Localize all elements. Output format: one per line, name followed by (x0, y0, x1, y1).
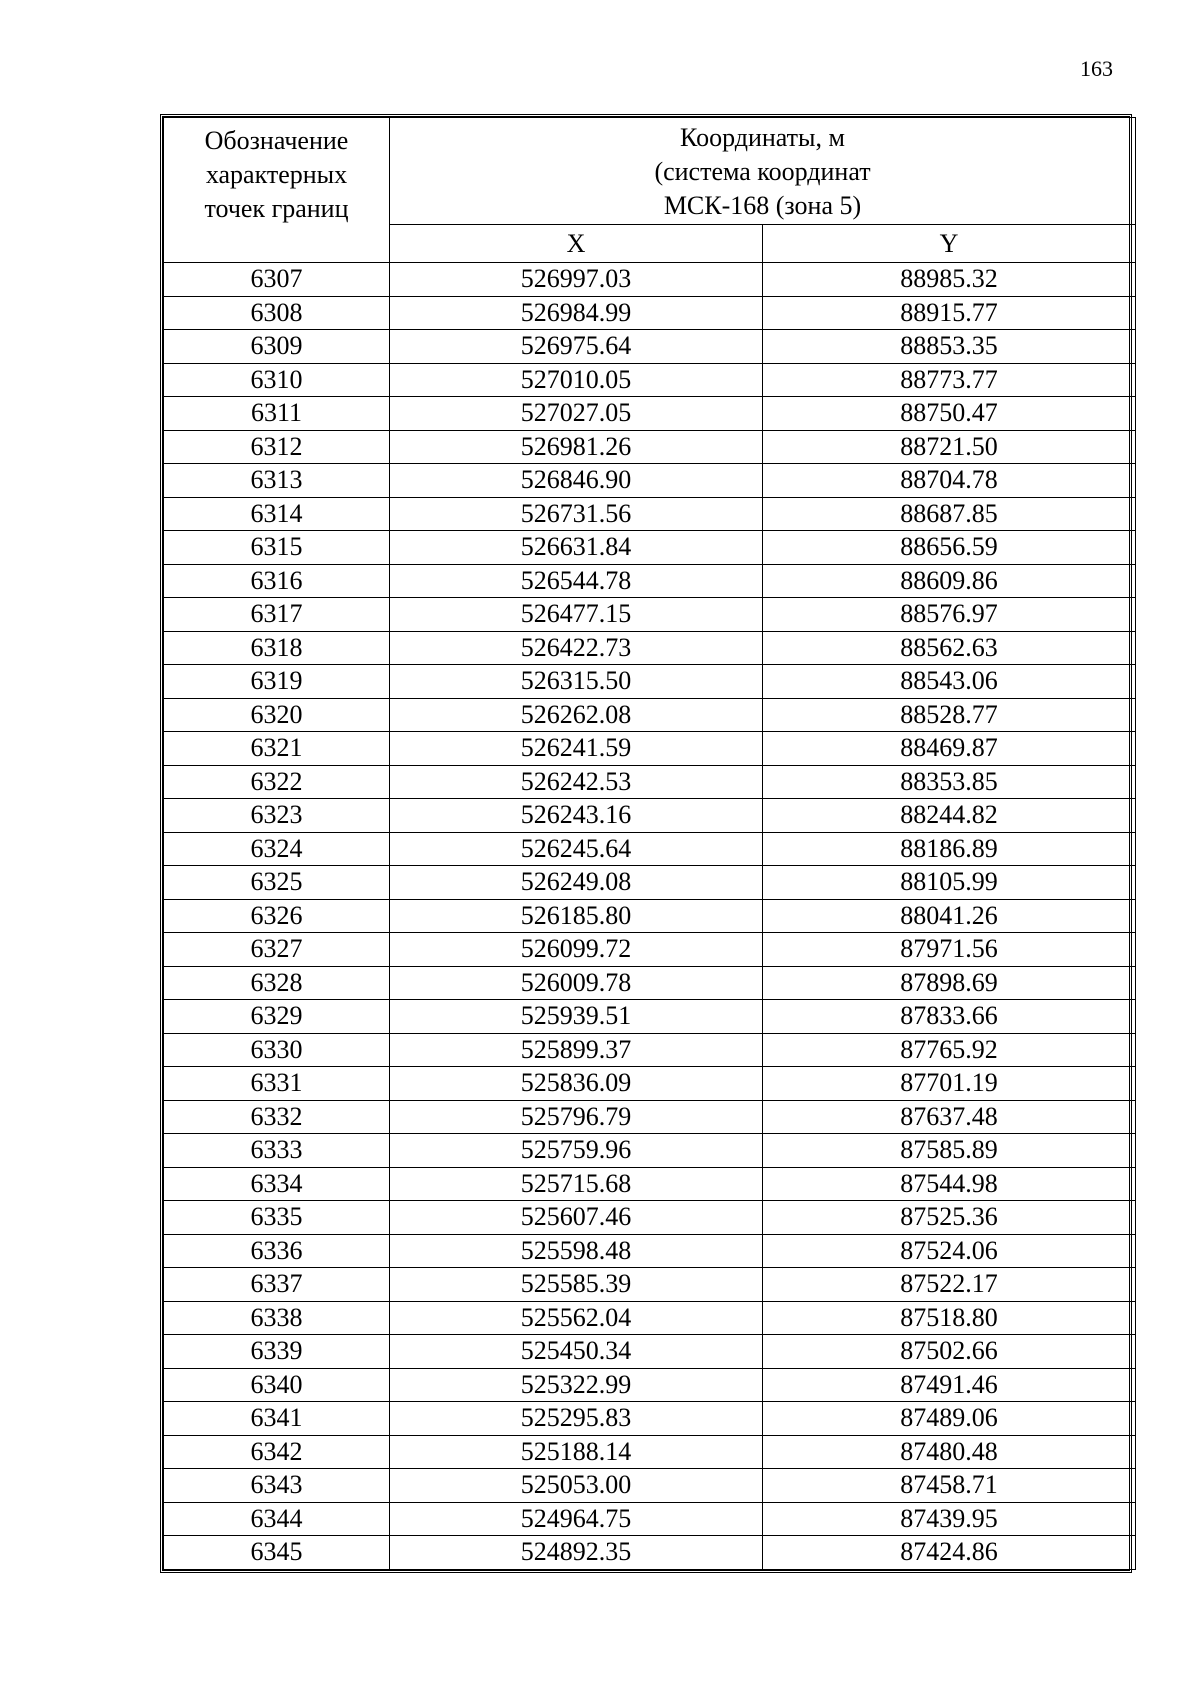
y-cell: 88853.35 (763, 330, 1136, 364)
point-cell: 6317 (164, 598, 390, 632)
y-cell: 88353.85 (763, 765, 1136, 799)
x-cell: 525759.96 (390, 1134, 763, 1168)
x-cell: 525295.83 (390, 1402, 763, 1436)
point-cell: 6324 (164, 832, 390, 866)
point-cell: 6328 (164, 966, 390, 1000)
table-row (164, 1234, 1136, 1268)
table-row (164, 296, 1136, 330)
x-cell: 526242.53 (390, 765, 763, 799)
y-cell: 87489.06 (763, 1402, 1136, 1436)
x-cell: 524892.35 (390, 1536, 763, 1570)
table-row (164, 933, 1136, 967)
x-cell: 526731.56 (390, 497, 763, 531)
point-header-line: точек границ (204, 194, 349, 223)
point-cell: 6326 (164, 899, 390, 933)
x-cell: 526981.26 (390, 430, 763, 464)
coords-header-line: (система координат (654, 157, 871, 186)
point-cell: 6325 (164, 866, 390, 900)
table-row (164, 1536, 1136, 1570)
point-header-line: Обозначение (204, 126, 349, 155)
y-cell: 88656.59 (763, 531, 1136, 565)
y-cell: 88105.99 (763, 866, 1136, 900)
x-cell: 525796.79 (390, 1100, 763, 1134)
x-cell: 526185.80 (390, 899, 763, 933)
y-cell: 87898.69 (763, 966, 1136, 1000)
point-cell: 6332 (164, 1100, 390, 1134)
point-cell: 6336 (164, 1234, 390, 1268)
y-cell: 87525.36 (763, 1201, 1136, 1235)
y-column-header: Y (763, 225, 1136, 263)
point-cell: 6312 (164, 430, 390, 464)
point-cell: 6320 (164, 698, 390, 732)
point-cell: 6330 (164, 1033, 390, 1067)
x-cell: 526315.50 (390, 665, 763, 699)
coords-header-line: Координаты, м (680, 123, 845, 152)
y-cell: 88469.87 (763, 732, 1136, 766)
y-cell: 88985.32 (763, 263, 1136, 297)
x-cell: 526477.15 (390, 598, 763, 632)
table-row (164, 866, 1136, 900)
point-cell: 6344 (164, 1502, 390, 1536)
y-cell: 87701.19 (763, 1067, 1136, 1101)
coords-header-line: МСК-168 (зона 5) (663, 191, 862, 220)
x-cell: 526846.90 (390, 464, 763, 498)
table-row (164, 1067, 1136, 1101)
table-row (164, 497, 1136, 531)
coordinates-header (390, 118, 1136, 225)
y-cell: 87637.48 (763, 1100, 1136, 1134)
y-cell: 88186.89 (763, 832, 1136, 866)
y-cell: 88041.26 (763, 899, 1136, 933)
x-cell: 526241.59 (390, 732, 763, 766)
table-row (164, 598, 1136, 632)
x-cell: 525562.04 (390, 1301, 763, 1335)
x-cell: 526099.72 (390, 933, 763, 967)
point-header-line: характерных (205, 160, 348, 189)
x-cell: 525053.00 (390, 1469, 763, 1503)
point-cell: 6321 (164, 732, 390, 766)
point-cell: 6309 (164, 330, 390, 364)
y-cell: 88687.85 (763, 497, 1136, 531)
point-designation-header (164, 118, 390, 263)
table-row (164, 263, 1136, 297)
y-cell: 87833.66 (763, 1000, 1136, 1034)
x-cell: 525836.09 (390, 1067, 763, 1101)
table-row (164, 1502, 1136, 1536)
y-cell: 87585.89 (763, 1134, 1136, 1168)
y-cell: 87439.95 (763, 1502, 1136, 1536)
y-cell: 88915.77 (763, 296, 1136, 330)
x-cell: 525585.39 (390, 1268, 763, 1302)
y-cell: 87524.06 (763, 1234, 1136, 1268)
y-cell: 88704.78 (763, 464, 1136, 498)
table-row (164, 1402, 1136, 1436)
x-cell: 526997.03 (390, 263, 763, 297)
point-cell: 6313 (164, 464, 390, 498)
table-body (164, 263, 1136, 1570)
table-row (164, 1100, 1136, 1134)
x-cell: 526984.99 (390, 296, 763, 330)
table-row (164, 1201, 1136, 1235)
table-row (164, 397, 1136, 431)
x-cell: 526422.73 (390, 631, 763, 665)
y-cell: 87765.92 (763, 1033, 1136, 1067)
point-cell: 6327 (164, 933, 390, 967)
table-row (164, 665, 1136, 699)
table-row (164, 966, 1136, 1000)
y-cell: 87522.17 (763, 1268, 1136, 1302)
x-cell: 525598.48 (390, 1234, 763, 1268)
x-column-header: X (390, 225, 763, 263)
point-cell: 6341 (164, 1402, 390, 1436)
table-row (164, 899, 1136, 933)
table-row (164, 363, 1136, 397)
table-row (164, 698, 1136, 732)
x-cell: 526262.08 (390, 698, 763, 732)
y-cell: 87491.46 (763, 1368, 1136, 1402)
table-row (164, 732, 1136, 766)
point-cell: 6318 (164, 631, 390, 665)
x-cell: 525715.68 (390, 1167, 763, 1201)
coordinates-table (163, 117, 1136, 1570)
point-cell: 6322 (164, 765, 390, 799)
page-number: 163 (1080, 56, 1113, 81)
point-cell: 6342 (164, 1435, 390, 1469)
point-cell: 6323 (164, 799, 390, 833)
point-cell: 6337 (164, 1268, 390, 1302)
table-row (164, 531, 1136, 565)
y-cell: 87544.98 (763, 1167, 1136, 1201)
y-cell: 87458.71 (763, 1469, 1136, 1503)
y-cell: 88528.77 (763, 698, 1136, 732)
y-cell: 88609.86 (763, 564, 1136, 598)
point-cell: 6345 (164, 1536, 390, 1570)
table-row (164, 765, 1136, 799)
table-row (164, 631, 1136, 665)
point-cell: 6314 (164, 497, 390, 531)
y-cell: 88750.47 (763, 397, 1136, 431)
table-row (164, 330, 1136, 364)
y-cell: 88773.77 (763, 363, 1136, 397)
point-cell: 6319 (164, 665, 390, 699)
point-cell: 6307 (164, 263, 390, 297)
point-cell: 6335 (164, 1201, 390, 1235)
table-row (164, 1000, 1136, 1034)
table-row (164, 430, 1136, 464)
y-cell: 87518.80 (763, 1301, 1136, 1335)
table-row (164, 1134, 1136, 1168)
table-row (164, 1335, 1136, 1369)
point-cell: 6339 (164, 1335, 390, 1369)
point-cell: 6329 (164, 1000, 390, 1034)
table-row (164, 1301, 1136, 1335)
x-cell: 527010.05 (390, 363, 763, 397)
table-row (164, 564, 1136, 598)
table-row (164, 464, 1136, 498)
y-cell: 88562.63 (763, 631, 1136, 665)
y-cell: 87424.86 (763, 1536, 1136, 1570)
y-cell: 87480.48 (763, 1435, 1136, 1469)
x-cell: 526249.08 (390, 866, 763, 900)
x-cell: 525450.34 (390, 1335, 763, 1369)
x-cell: 525899.37 (390, 1033, 763, 1067)
x-cell: 525939.51 (390, 1000, 763, 1034)
table-row (164, 1033, 1136, 1067)
x-cell: 525607.46 (390, 1201, 763, 1235)
x-cell: 526245.64 (390, 832, 763, 866)
x-cell: 526975.64 (390, 330, 763, 364)
table-row (164, 1469, 1136, 1503)
y-cell: 88543.06 (763, 665, 1136, 699)
point-cell: 6315 (164, 531, 390, 565)
x-cell: 525188.14 (390, 1435, 763, 1469)
x-cell: 526243.16 (390, 799, 763, 833)
point-cell: 6311 (164, 397, 390, 431)
y-cell: 88576.97 (763, 598, 1136, 632)
y-cell: 87502.66 (763, 1335, 1136, 1369)
table-row (164, 832, 1136, 866)
point-cell: 6334 (164, 1167, 390, 1201)
point-cell: 6310 (164, 363, 390, 397)
point-cell: 6340 (164, 1368, 390, 1402)
table-row (164, 1435, 1136, 1469)
x-cell: 524964.75 (390, 1502, 763, 1536)
table-row (164, 1167, 1136, 1201)
y-cell: 88721.50 (763, 430, 1136, 464)
table-row (164, 1268, 1136, 1302)
point-cell: 6338 (164, 1301, 390, 1335)
table-row (164, 1368, 1136, 1402)
table-row (164, 799, 1136, 833)
x-cell: 527027.05 (390, 397, 763, 431)
x-cell: 525322.99 (390, 1368, 763, 1402)
point-cell: 6316 (164, 564, 390, 598)
x-cell: 526009.78 (390, 966, 763, 1000)
coordinates-table-frame (160, 114, 1132, 1573)
point-cell: 6343 (164, 1469, 390, 1503)
y-cell: 87971.56 (763, 933, 1136, 967)
point-cell: 6308 (164, 296, 390, 330)
y-cell: 88244.82 (763, 799, 1136, 833)
table-header (164, 118, 1136, 263)
x-cell: 526631.84 (390, 531, 763, 565)
point-cell: 6331 (164, 1067, 390, 1101)
x-cell: 526544.78 (390, 564, 763, 598)
point-cell: 6333 (164, 1134, 390, 1168)
